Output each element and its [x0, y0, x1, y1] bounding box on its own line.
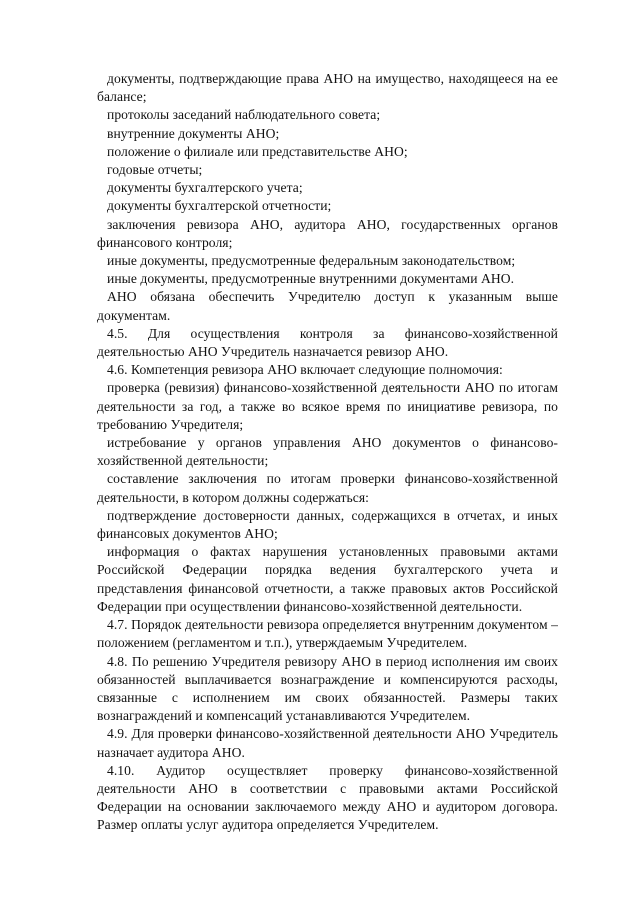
paragraph-other-internal-documents: иные документы, предусмотренные внутренними документами АНО. [107, 271, 515, 287]
clause-4-10: 4.10. Аудитор осуществляет проверку финансово-хозяйственной деятельности АНО в соответствии с правовыми актами Российской Федерации на основании заключаемого между АНО и аудитором договора. Размер оплаты услуг аудитора определяется Учредителем. [97, 762, 558, 833]
paragraph-property-documents: документы, подтверждающие права АНО на имущество, находящееся на ее балансе; [97, 71, 558, 105]
clause-4-6: 4.6. Компетенция ревизора АНО включает следующие полномочия: [107, 362, 503, 378]
paragraph-access-obligation: АНО обязана обеспечить Учредителю доступ к указанным выше документам. [97, 289, 558, 323]
paragraph-data-confirmation: подтверждение достоверности данных, содержащихся в отчетах, и иных финансовых документов АНО; [97, 507, 558, 542]
paragraph-federal-documents: иные документы, предусмотренные федеральным законодательством; [107, 253, 516, 269]
paragraph-branch-regulation: положение о филиале или представительстве АНО; [107, 143, 408, 159]
paragraph-accounting-documents: документы бухгалтерского учета; [107, 180, 303, 196]
clause-4-9: 4.9. Для проверки финансово-хозяйственной деятельности АНО Учредитель назначает аудитора АНО. [97, 726, 558, 760]
paragraph-financial-statements: документы бухгалтерской отчетности; [107, 198, 332, 214]
paragraph-board-minutes: протоколы заседаний наблюдательного совета; [107, 107, 381, 123]
paragraph-conclusion-drafting: составление заключения по итогам проверки финансово-хозяйственной деятельности, в котором должны содержаться: [97, 471, 558, 505]
paragraph-document-request: истребование у органов управления АНО документов о финансово-хозяйственной деятельности; [97, 435, 558, 469]
clause-4-5: 4.5. Для осуществления контроля за финансово-хозяйственной деятельностью АНО Учредитель назначается ревизор АНО. [97, 325, 558, 360]
paragraph-annual-reports: годовые отчеты; [107, 162, 203, 178]
paragraph-violations-info: информация о фактах нарушения установленных правовыми актами Российской Федерации порядка ведения бухгалтерского учета и представления финансовой отчетности, а также правовых актов Российской Федерации при осуществлении финансово-хозяйственной деятельности. [97, 544, 558, 614]
paragraph-revision-check: проверка (ревизия) финансово-хозяйственной деятельности АНО по итогам деятельности за год, а также во всякое время по инициативе ревизора, по требованию Учредителя; [97, 380, 558, 432]
clause-4-8: 4.8. По решению Учредителя ревизору АНО в период исполнения им своих обязанностей выплачивается вознаграждение и компенсируются расходы, связанные с исполнением им своих обязанностей. Размеры таких вознаграждений и компенсаций устанавливаются Учредителем. [97, 653, 558, 724]
clause-4-7: 4.7. Порядок деятельности ревизора определяется внутренним документом – положением (регламентом и т.п.), утверждаемым Учредителем. [97, 617, 558, 651]
paragraph-audit-conclusions: заключения ревизора АНО, аудитора АНО, государственных органов финансового контроля; [97, 216, 558, 250]
paragraph-internal-documents: внутренние документы АНО; [107, 125, 280, 141]
